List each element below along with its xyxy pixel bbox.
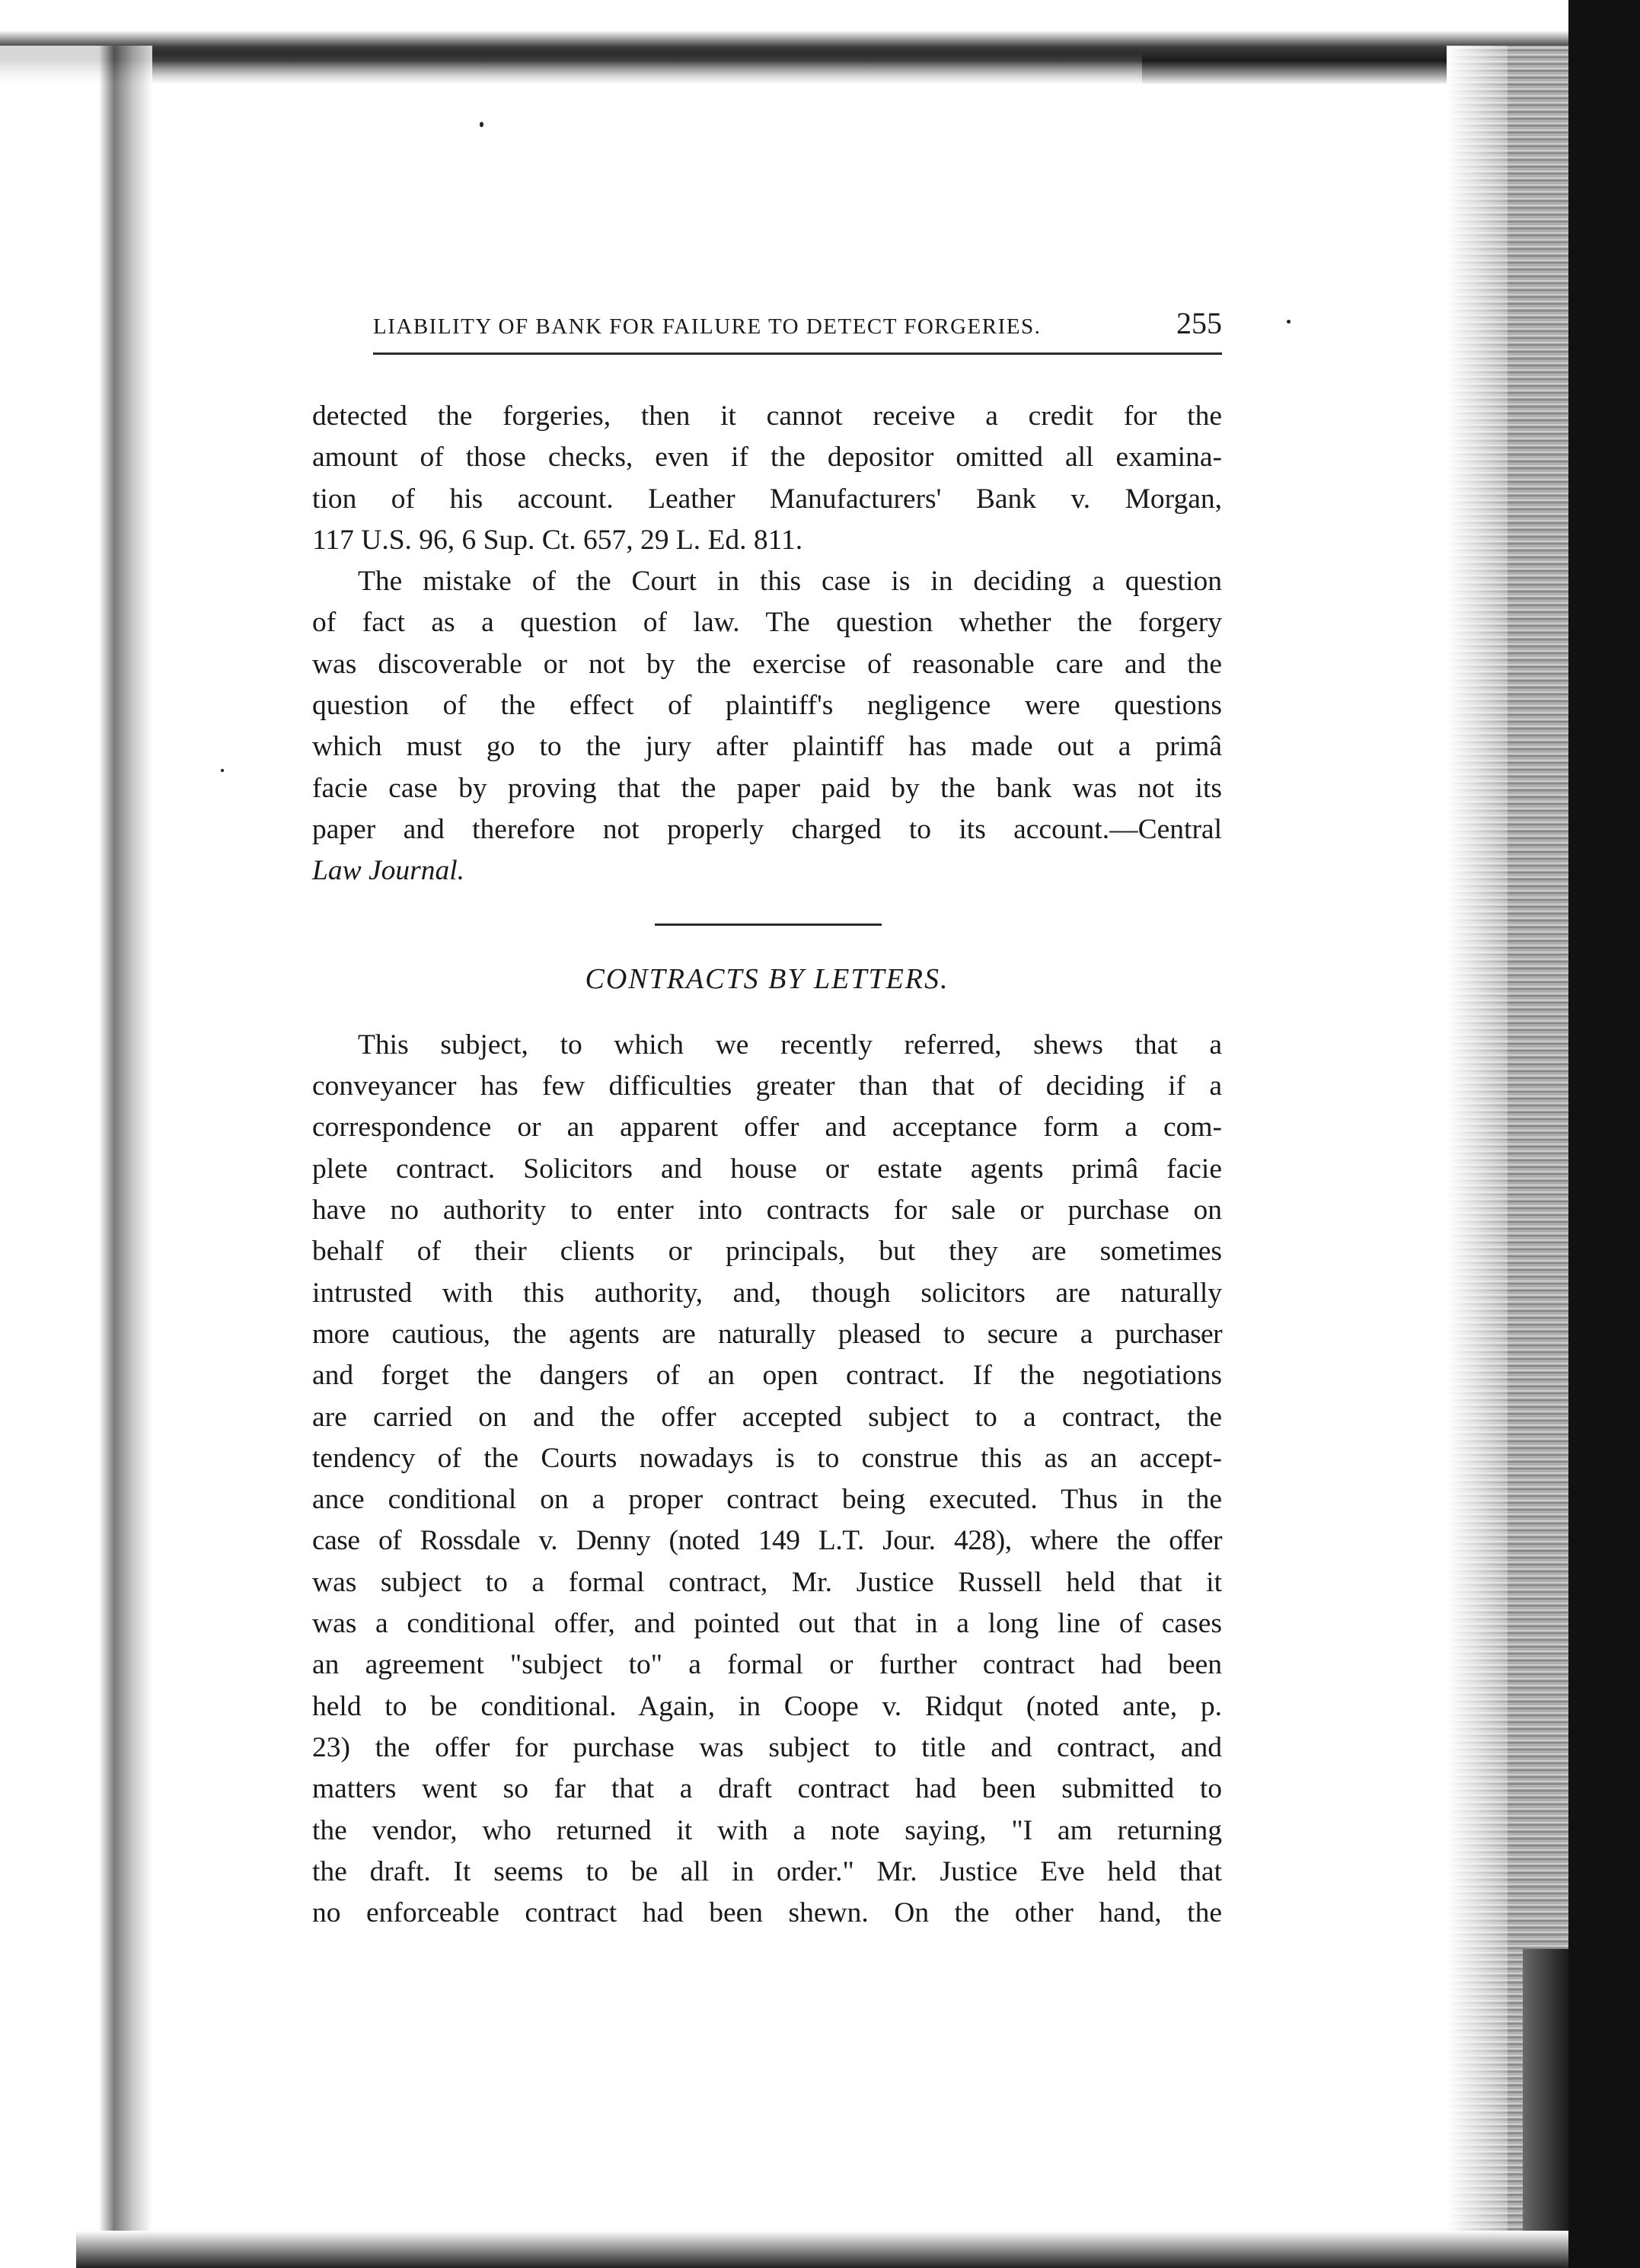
text-line: correspondence or an apparent offer and acceptance form a com- — [312, 1112, 1222, 1144]
text-line: 23) the offer for purchase was subject to title and contract, and — [312, 1731, 1222, 1763]
scan-right-black-edge — [1568, 0, 1640, 2268]
text-line: Law Journal. — [312, 855, 465, 887]
text-line: behalf of their clients or principals, but they are sometimes — [312, 1236, 1222, 1268]
text-line: which must go to the jury after plaintiff has made out a primâ — [312, 731, 1222, 763]
running-title: LIABILITY OF BANK FOR FAILURE TO DETECT FORGERIES. — [373, 314, 1042, 339]
text-line: 117 U.S. 96, 6 Sup. Ct. 657, 29 L. Ed. 811. — [312, 524, 803, 556]
section-divider — [655, 923, 882, 926]
text-line: The mistake of the Court in this case is in deciding a question — [358, 566, 1222, 598]
text-line: intrusted with this authority, and, though solicitors are naturally — [312, 1277, 1222, 1309]
text-line: This subject, to which we recently referred, shews that a — [358, 1029, 1222, 1061]
text-line: conveyancer has few difficulties greater than that of deciding if a — [312, 1070, 1222, 1102]
text-line: and forget the dangers of an open contract. If the negotiations — [312, 1360, 1222, 1392]
header-rule — [373, 352, 1222, 355]
text-line: held to be conditional. Again, in Coope v. Ridqut (noted ante, p. — [312, 1690, 1222, 1722]
page-content — [312, 301, 1222, 1929]
text-line: amount of those checks, even if the depositor omitted all examina- — [312, 442, 1222, 474]
text-line: case of Rossdale v. Denny (noted 149 L.T. Jour. 428), where the offer — [312, 1525, 1222, 1557]
text-line: tendency of the Courts nowadays is to construe this as an accept- — [312, 1442, 1222, 1474]
text-line: was discoverable or not by the exercise of reasonable care and the — [312, 648, 1222, 680]
text-line: the draft. It seems to be all in order." Mr. Justice Eve held that — [312, 1855, 1222, 1887]
text-line: was a conditional offer, and pointed out that in a long line of cases — [312, 1608, 1222, 1640]
text-line: tion of his account. Leather Manufacturers' Bank v. Morgan, — [312, 483, 1222, 515]
text-line: more cautious, the agents are naturally pleased to secure a purchaser — [312, 1318, 1222, 1350]
text-line: no enforceable contract had been shewn. On the other hand, the — [312, 1897, 1222, 1929]
page-number: 255 — [1176, 306, 1222, 340]
text-line: facie case by proving that the paper paid by the bank was not its — [312, 772, 1222, 804]
text-line: have no authority to enter into contracts for sale or purchase on — [312, 1195, 1222, 1227]
scan-left-edge — [0, 46, 152, 2268]
text-line: an agreement "subject to" a formal or further contract had been — [312, 1649, 1222, 1681]
scan-speck — [480, 122, 483, 127]
text-line: the vendor, who returned it with a note saying, "I am returning — [312, 1814, 1222, 1846]
running-header — [312, 301, 1222, 354]
scan-speck — [221, 769, 224, 772]
text-line: plete contract. Solicitors and house or estate agents primâ facie — [312, 1153, 1222, 1185]
text-line: ance conditional on a proper contract being executed. Thus in the — [312, 1484, 1222, 1516]
scan-right-lower-shadow — [1523, 1949, 1568, 2268]
scan-speck — [1287, 320, 1291, 324]
text-line: of fact as a question of law. The question whether the forgery — [312, 607, 1222, 639]
section-title: CONTRACTS BY LETTERS. — [585, 962, 949, 995]
text-line: matters went so far that a draft contract had been submitted to — [312, 1773, 1222, 1805]
scan-bottom-shadow — [76, 2231, 1568, 2268]
text-line: question of the effect of plaintiff's negligence were questions — [312, 690, 1222, 722]
scan-top-shadow-fade — [0, 53, 1142, 99]
text-line: are carried on and the offer accepted subject to a contract, the — [312, 1401, 1222, 1433]
body-text — [312, 396, 1222, 1934]
scan-right-band-fade — [1447, 46, 1508, 2268]
text-line: was subject to a formal contract, Mr. Justice Russell held that it — [312, 1566, 1222, 1598]
text-line: detected the forgeries, then it cannot receive a credit for the — [312, 400, 1222, 432]
text-line: paper and therefore not properly charged to its account.—Central — [312, 813, 1222, 845]
